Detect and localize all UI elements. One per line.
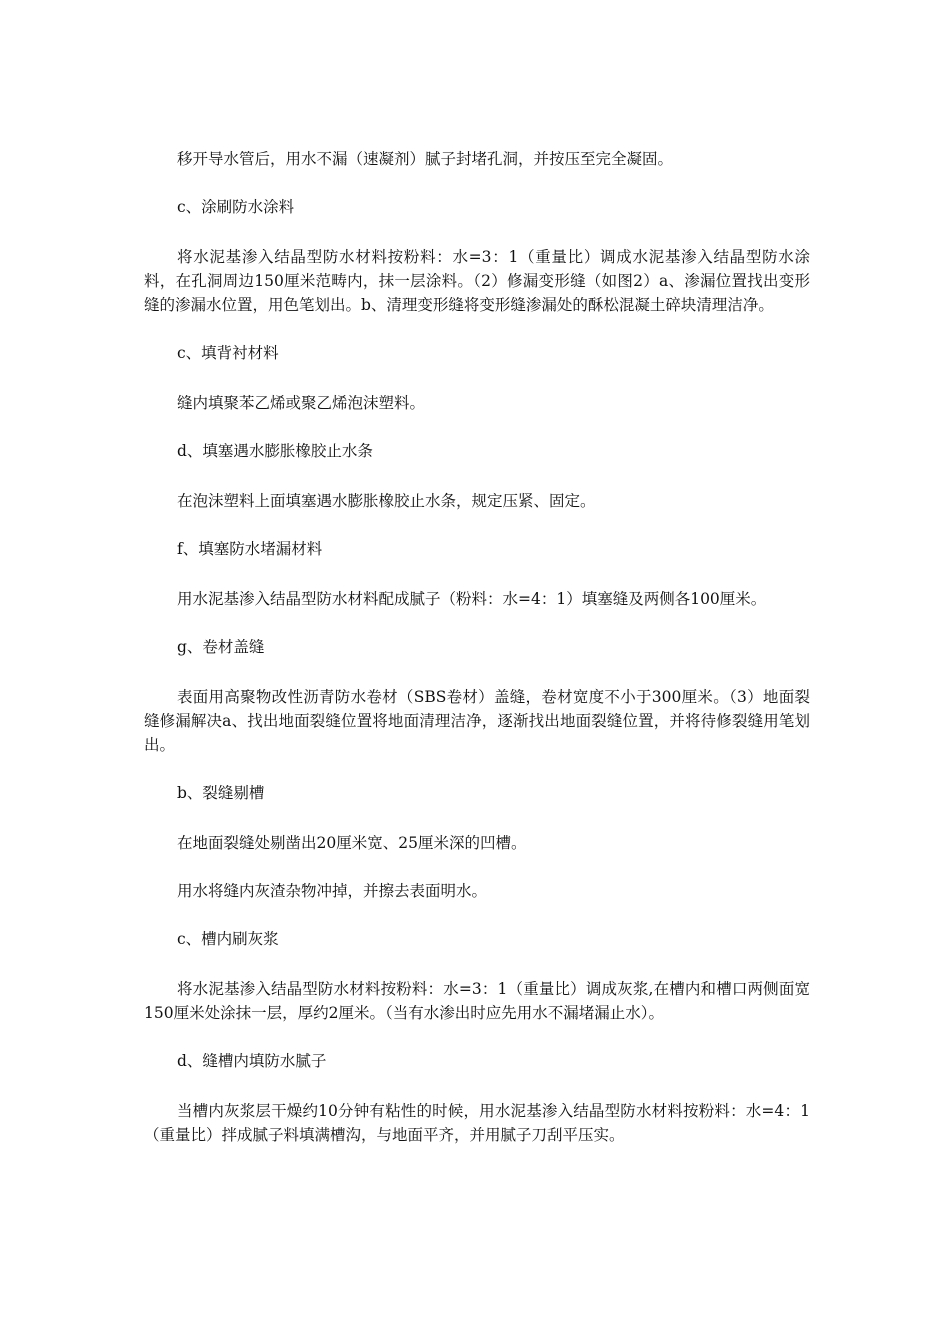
paragraph: 在地面裂缝处剔凿出20厘米宽、25厘米深的凹槽。 — [177, 834, 527, 852]
section-heading: c、涂刷防水涂料 — [177, 198, 295, 216]
section-heading: f、填塞防水堵漏材料 — [177, 540, 323, 558]
document-body — [144, 147, 810, 1171]
section-heading: c、槽内刷灰浆 — [177, 930, 279, 948]
paragraph: 移开导水管后，用水不漏（速凝剂）腻子封堵孔洞，并按压至完全凝固。 — [177, 150, 674, 168]
paragraph: 将水泥基渗入结晶型防水材料按粉料：水=3：1（重量比）调成水泥基渗入结晶型防水涂料，在孔洞周边150厘米范畴内，抹一层涂料。（2）修漏变形缝（如图2）a、渗漏位置找出变形缝的渗漏水位置，用色笔划出。b、清理变形缝将变形缝渗漏处的酥松混凝土碎块清理洁净。 — [144, 248, 810, 314]
paragraph: 在泡沫塑料上面填塞遇水膨胀橡胶止水条，规定压紧、固定。 — [177, 492, 596, 510]
paragraph: 将水泥基渗入结晶型防水材料按粉料：水=3：1（重量比）调成灰浆,在槽内和槽口两侧面宽150厘米处涂抹一层，厚约2厘米。（当有水渗出时应先用水不漏堵漏止水）。 — [144, 980, 810, 1022]
paragraph: 用水泥基渗入结晶型防水材料配成腻子（粉料：水=4：1）填塞缝及两侧各100厘米。 — [177, 590, 767, 608]
section-heading: b、裂缝剔槽 — [177, 784, 265, 802]
paragraph: 缝内填聚苯乙烯或聚乙烯泡沫塑料。 — [177, 394, 426, 412]
paragraph: 当槽内灰浆层干燥约10分钟有粘性的时候，用水泥基渗入结晶型防水材料按粉料：水=4：1（重量比）拌成腻子料填满槽沟，与地面平齐，并用腻子刀刮平压实。 — [144, 1102, 810, 1144]
section-heading: d、填塞遇水膨胀橡胶止水条 — [177, 442, 373, 460]
section-heading: g、卷材盖缝 — [177, 638, 265, 656]
paragraph: 用水将缝内灰渣杂物冲掉，并擦去表面明水。 — [177, 882, 488, 900]
section-heading: c、填背衬材料 — [177, 344, 279, 362]
section-heading: d、缝槽内填防水腻子 — [177, 1052, 327, 1070]
paragraph: 表面用高聚物改性沥青防水卷材（SBS卷材）盖缝，卷材宽度不小于300厘米。（3）地面裂缝修漏解决a、找出地面裂缝位置将地面清理洁净，逐渐找出地面裂缝位置，并将待修裂缝用笔划出。 — [144, 688, 810, 754]
